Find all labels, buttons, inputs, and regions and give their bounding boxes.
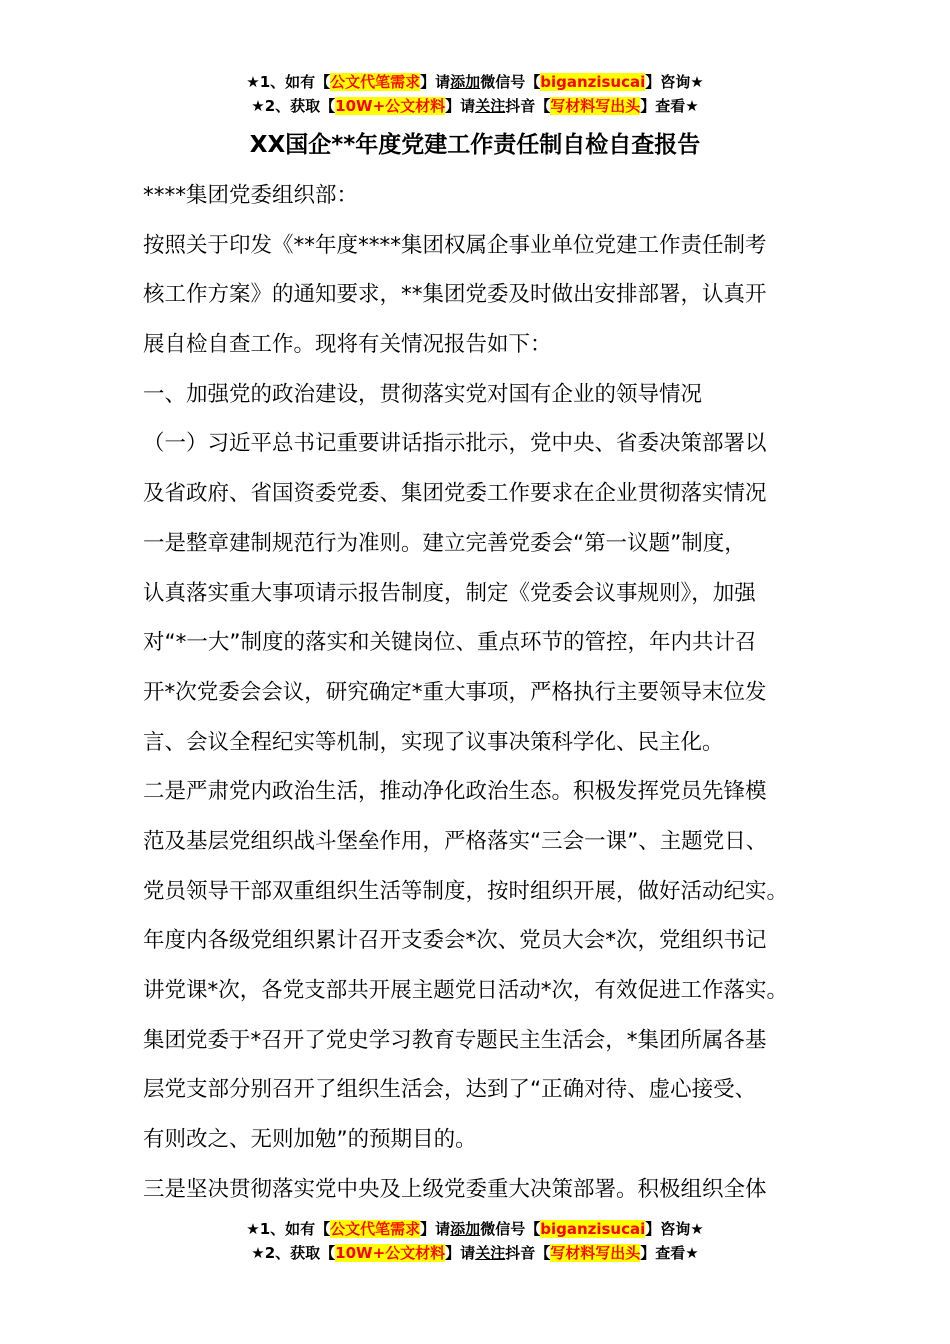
- body-line: ****集团党委组织部：: [143, 183, 359, 208]
- body-line: 言、会议全程纪实等机制，实现了议事决策科学化、民主化。: [143, 729, 724, 755]
- body-line: 展自检自查工作。现将有关情况报告如下：: [143, 332, 552, 358]
- banner-line-1: [0, 1217, 950, 1241]
- body-line: 层党支部分别召开了组织生活会，达到了“正确对待、虚心接受、: [143, 1077, 757, 1103]
- underlined-text: 添加: [450, 73, 481, 91]
- banner-text: 微信号【: [480, 73, 541, 91]
- body-line: 按照关于印发《**年度****集团权属企事业单位党建工作责任制考: [143, 232, 767, 258]
- star-icon: ★: [685, 1244, 699, 1262]
- banner-text: 2、获取【: [264, 97, 336, 115]
- body-line: 有则改之、无则加勉”的预期目的。: [143, 1127, 477, 1153]
- body-line: 一是整章建制规范行为准则。建立完善党委会“第一议题”制度，: [143, 530, 746, 556]
- top-banner: [0, 70, 950, 118]
- star-icon: ★: [685, 97, 699, 115]
- banner-text: 抖音【: [505, 97, 551, 115]
- body-line: 党员领导干部双重组织生活等制度，按时组织开展，做好活动纪实。: [143, 878, 789, 904]
- banner-text: 】咨询: [645, 1220, 691, 1238]
- highlight-wechat-id: biganzisucai: [540, 1220, 646, 1238]
- banner-text: 抖音【: [505, 1244, 551, 1262]
- underlined-text: 关注: [475, 97, 506, 115]
- banner-line-2: [0, 94, 950, 118]
- document-body: [143, 171, 823, 1214]
- star-icon: ★: [690, 1220, 704, 1238]
- banner-text: 】查看: [640, 1244, 686, 1262]
- banner-text: 】查看: [640, 97, 686, 115]
- banner-text: 】咨询: [645, 73, 691, 91]
- highlight-materials: 10W+公文材料: [335, 97, 446, 115]
- star-icon: ★: [246, 1220, 260, 1238]
- section-heading: 一、加强党的政治建设，贯彻落实党对国有企业的领导情况: [143, 381, 703, 407]
- body-line: 讲党课*次，各党支部共开展主题党日活动*次，有效促进工作落实。: [143, 978, 789, 1003]
- document-title: XX国企**年度党建工作责任制自检自查报告: [249, 132, 701, 158]
- star-icon: ★: [246, 73, 260, 91]
- highlight-materials: 10W+公文材料: [335, 1244, 446, 1262]
- body-line: 三是坚决贯彻落实党中央及上级党委重大决策部署。积极组织全体: [143, 1176, 767, 1202]
- star-icon: ★: [251, 1244, 265, 1262]
- body-line: 认真落实重大事项请示报告制度，制定《党委会议事规则》，加强: [143, 580, 756, 606]
- highlight-service: 公文代笔需求: [330, 1220, 421, 1238]
- banner-text: 微信号【: [480, 1220, 541, 1238]
- star-icon: ★: [251, 97, 265, 115]
- body-line: 年度内各级党组织累计召开支委会*次、党员大会*次，党组织书记: [143, 928, 767, 954]
- highlight-douyin-id: 写材料写出头: [550, 97, 641, 115]
- bottom-banner: [0, 1217, 950, 1265]
- body-line: 对“*一大”制度的落实和关键岗位、重点环节的管控，年内共计召: [143, 630, 757, 656]
- body-line: 二是严肃党内政治生活，推动净化政治生态。积极发挥党员先锋模: [143, 779, 767, 805]
- subsection-heading: 及省政府、省国资委党委、集团党委工作要求在企业贯彻落实情况: [143, 481, 767, 507]
- highlight-douyin-id: 写材料写出头: [550, 1244, 641, 1262]
- underlined-text: 添加: [450, 1220, 481, 1238]
- banner-text: 】请: [445, 1244, 476, 1262]
- banner-text: 】请: [445, 97, 476, 115]
- banner-text: 1、如有【: [259, 73, 331, 91]
- star-icon: ★: [690, 73, 704, 91]
- highlight-wechat-id: biganzisucai: [540, 73, 646, 91]
- underlined-text: 关注: [475, 1244, 506, 1262]
- body-line: 集团党委于*召开了党史学习教育专题民主生活会，*集团所属各基: [143, 1027, 767, 1053]
- banner-text: 1、如有【: [259, 1220, 331, 1238]
- body-line: 开*次党委会会议，研究确定*重大事项，严格执行主要领导末位发: [143, 679, 767, 705]
- highlight-service: 公文代笔需求: [330, 73, 421, 91]
- banner-line-1: [0, 70, 950, 94]
- body-line: 范及基层党组织战斗堡垒作用，严格落实“三会一课”、主题党日、: [143, 828, 768, 854]
- banner-text: 】请: [420, 1220, 451, 1238]
- banner-line-2: [0, 1241, 950, 1265]
- banner-text: 2、获取【: [264, 1244, 336, 1262]
- body-line: 核工作方案》的通知要求，**集团党委及时做出安排部署，认真开: [143, 282, 767, 308]
- banner-text: 】请: [420, 73, 451, 91]
- subsection-heading: （一）习近平总书记重要讲话指示批示，党中央、省委决策部署以: [143, 431, 767, 457]
